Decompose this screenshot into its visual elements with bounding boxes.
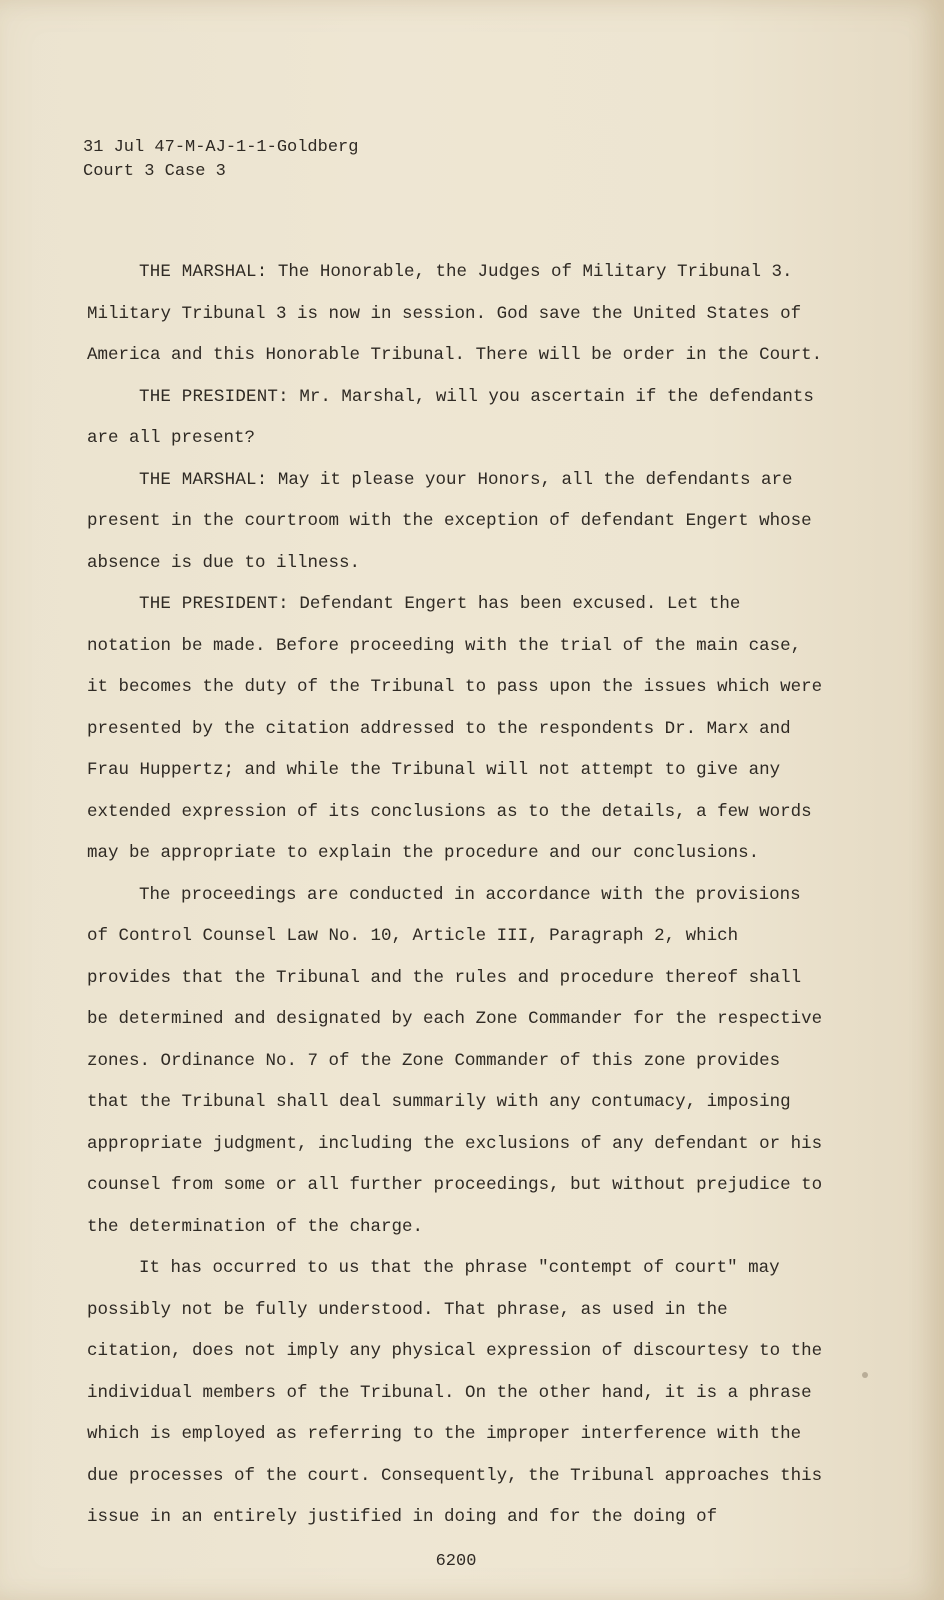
transcript-paragraph (87, 460, 827, 585)
speaker-label: THE PRESIDENT: (139, 386, 289, 407)
transcript-paragraph (87, 584, 827, 875)
paragraph-text: The Honorable, the Judges of Military Tribunal 3. Military Tribunal 3 is now in session. God save the United States of America and this Honorable Tribunal. There will be order in the Court. (87, 262, 823, 365)
paragraph-text: Mr. Marshal, will you ascertain if the defendants are all present? (87, 386, 814, 448)
header-reference-line: 31 Jul 47-M-AJ-1-1-Goldberg (83, 138, 359, 157)
transcript-paragraph (87, 875, 827, 1249)
speaker-label: THE MARSHAL: (139, 469, 268, 490)
paragraph-text: The proceedings are conducted in accordance with the provisions of Control Counsel Law No. 10, Article III, Paragraph 2, which provides that the Tribunal and the rules and procedure thereof shall be determined and designated by each Zone Commander for the respective zones. Ordinance No. 7 of the Zone Commander of this zone provides that the Tribunal shall deal summarily with any contumacy, imposing appropriate judgment, including the exclusions of any defendant or his counsel from some or all further proceedings, but without prejudice to the determination of the charge. (87, 884, 823, 1237)
transcript-paragraph (87, 252, 827, 377)
speaker-label: THE PRESIDENT: (139, 594, 289, 614)
paper-blemish (862, 1372, 868, 1378)
document-header (83, 136, 358, 184)
header-court-case-line: Court 3 Case 3 (83, 162, 226, 181)
page-number: 6200 (435, 1552, 477, 1571)
paragraph-text: May it please your Honors, all the defendants are present in the courtroom with the exception of defendant Engert whose absence is due to illness. (87, 469, 812, 573)
paragraph-text: Defendant Engert has been excused. Let the notation be made. Before proceeding with the trial of the main case, it becomes the duty of the Tribunal to pass upon the issues which were presented by the citation addressed to the respondents Dr. Marx and Frau Huppertz; and while the Tribunal will not attempt to give any extended expression of its conclusions as to the details, a few words may be appropriate to explain the procedure and our conclusions. (87, 594, 823, 863)
transcript-body (87, 252, 827, 1539)
paragraph-text: It has occurred to us that the phrase "contempt of court" may possibly not be fully understood. That phrase, as used in the citation, does not imply any physical expression of discourtesy to the individual members of the Tribunal. On the other hand, it is a phrase which is employed as referring to the improper interference with the due processes of the court. Consequently, the Tribunal approaches this issue in an entirely justified in doing and for the doing of (87, 1258, 823, 1527)
speaker-label: THE MARSHAL: (139, 262, 268, 282)
transcript-paragraph (87, 377, 827, 460)
transcript-paragraph (87, 1248, 827, 1539)
